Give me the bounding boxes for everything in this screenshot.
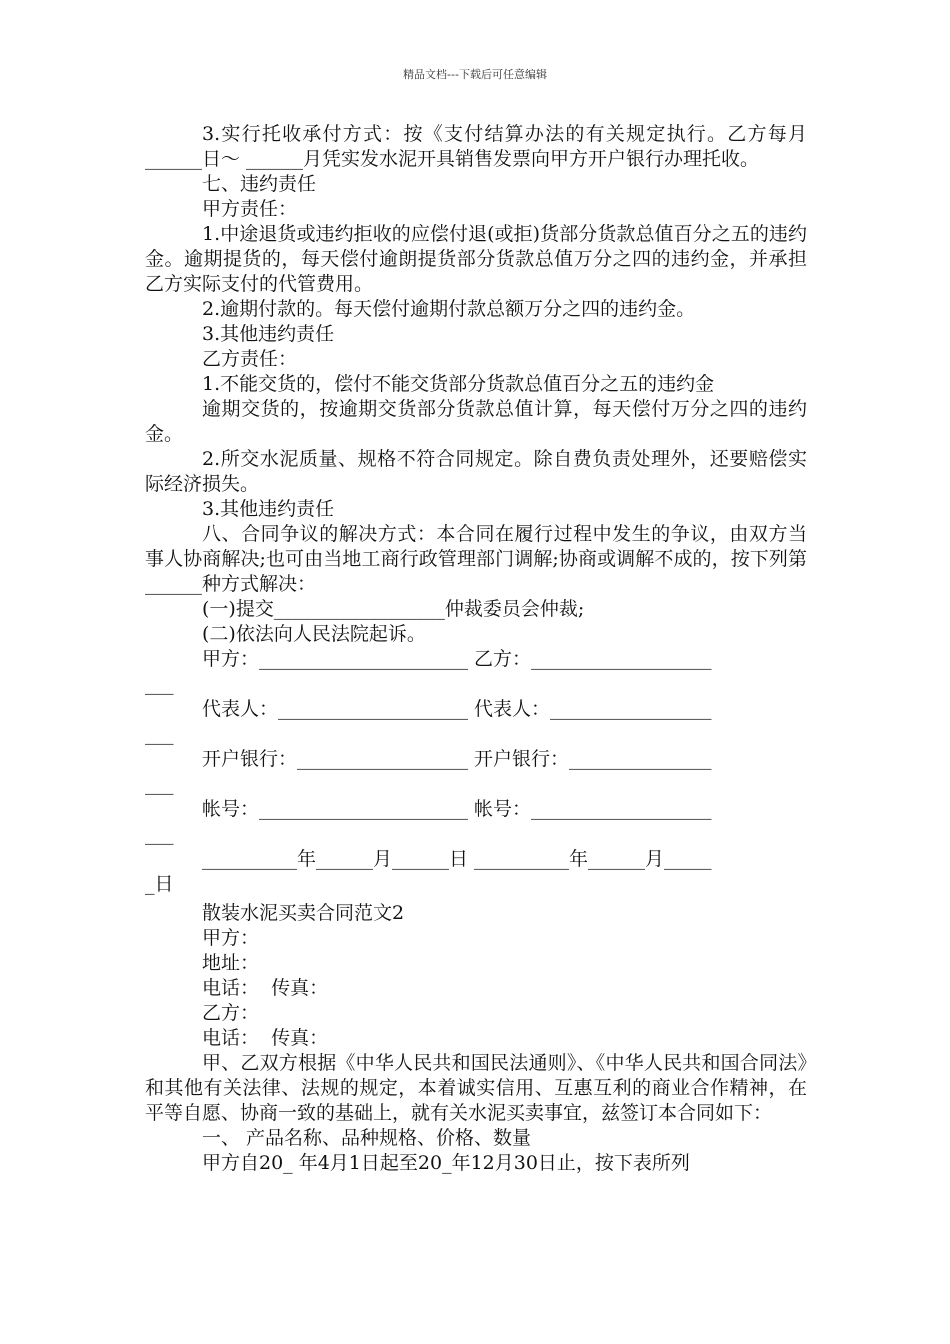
paragraph: 2.逾期付款的。每天偿付逾期付款总额万分之四的违约金。 <box>202 298 696 320</box>
signature-row-wrap: ___ <box>145 723 174 745</box>
contract-section-2 <box>145 901 807 1176</box>
paragraph: (一)提交__________________仲裁委员会仲裁; <box>202 598 585 620</box>
section-title: 散装水泥买卖合同范文2 <box>202 902 405 924</box>
paragraph: 1.中途退货或违约拒收的应偿付退(或拒)货部分货款总值百分之五的违约金。逾期提货的，每天偿付逾朗提货部分货款总值万分之四的违约金，并承担乙方实际支付的代管费用。 <box>145 223 807 295</box>
signature-row-wrap: ___ <box>145 773 174 795</box>
paragraph: 3.其他违约责任 <box>202 323 335 345</box>
paragraph: 甲方自20_ 年4月1日起至20_年12月30日止，按下表所列 <box>202 1152 690 1174</box>
signature-row-wrap: _日 <box>145 873 174 895</box>
phone-fax-line: 电话： 传真： <box>202 977 329 999</box>
paragraph: 逾期交货的，按逾期交货部分货款总值计算，每天偿付万分之四的违约金。 <box>145 398 807 445</box>
page-header: 精品文档---下载后可任意编辑 <box>403 68 547 81</box>
section-heading: 七、违约责任 <box>202 173 317 195</box>
paragraph: 3.其他违约责任 <box>202 498 335 520</box>
address-line: 地址： <box>202 952 260 974</box>
intro-paragraph: 甲、乙双方根据《中华人民共和国民法通则》、《中华人民共和国合同法》和其他有关法律、法规的规定，本着诚实信用、互惠互利的商业合作精神，在平等自愿、协商一致的基础上，就有关水泥买卖事宜，兹签订本合同如下： <box>145 1052 807 1124</box>
paragraph: 3.实行托收承付方式：按《支付结算办法的有关规定执行。乙方每月______日～ ______月凭实发水泥开具销售发票向甲方开户银行办理托收。 <box>145 123 807 170</box>
signature-row-date: __________年______月______日 __________年______月_____ <box>202 848 712 870</box>
paragraph: 甲方责任： <box>202 198 298 220</box>
document-body <box>145 122 807 1176</box>
party-a-line: 甲方： <box>202 927 260 949</box>
section-heading: 八、合同争议的解决方式：本合同在履行过程中发生的争议，由双方当事人协商解决;也可由当地工商行政管理部门调解;协商或调解不成的，按下列第______种方式解决： <box>145 523 807 595</box>
signature-row-account: 帐号：______________________ 帐号：___________________ <box>202 798 712 820</box>
paragraph: 2.所交水泥质量、规格不符合同规定。除自费负责处理外，还要赔偿实际经济损失。 <box>145 448 807 495</box>
party-b-line: 乙方： <box>202 1002 260 1024</box>
item-heading: 一、 产品名称、品种规格、价格、数量 <box>202 1127 532 1149</box>
paragraph: 乙方责任： <box>202 348 298 370</box>
signature-row-wrap: ___ <box>145 673 174 695</box>
signature-row-party: 甲方：______________________ 乙方：___________________ <box>202 648 712 670</box>
signature-row-wrap: ___ <box>145 823 174 845</box>
paragraph: 1.不能交货的，偿付不能交货部分货款总值百分之五的违约金 <box>202 373 715 395</box>
signature-block <box>145 647 807 897</box>
signature-row-representative: 代表人：____________________ 代表人：_________________ <box>202 698 712 720</box>
signature-row-bank: 开户银行：__________________ 开户银行：_______________ <box>202 748 712 770</box>
phone-fax-line: 电话： 传真： <box>202 1027 329 1049</box>
paragraph: (二)依法向人民法院起诉。 <box>202 623 426 645</box>
